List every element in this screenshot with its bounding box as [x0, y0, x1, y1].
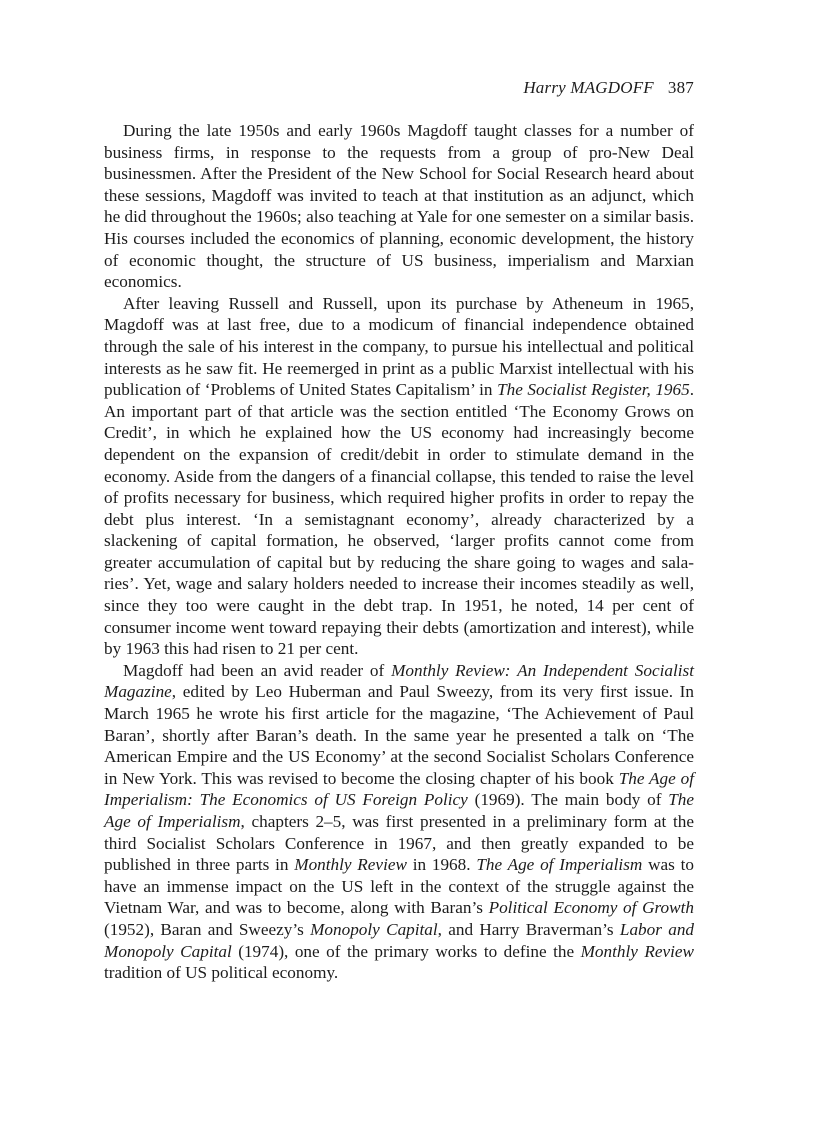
paragraph-teaching [104, 120, 694, 293]
text-run: . An important part of that article was the section entitled ‘The Economy Grows on Credit’, in which he explained how the US economy had increasingly become dependent on the expansion of credit/​debit in order to stimulate demand in the economy. Aside from the dangers of a financial collapse, this tended to raise the level of profits necessary for business, which required higher profits in order to repay the debt plus interest. ‘In a semistagnant economy’, already characterized by a slackening of capital formation, he observed, ‘larger profits cannot come from greater accumulation of capital but by reducing the share going to wages and salaries’. Yet, wage and salary holders needed to increase their incomes steadily as well, since they too were caught in the debt trap. In 1951, he noted, 14 per cent of consumer income went toward repaying their debts (amortization and interest), while by 1963 this had risen to 21 per cent. [104, 380, 694, 659]
text-run: , edited by Leo Huberman and Paul Sweezy, from its very first issue. In March 1965 he wrote his first article for the magazine, ‘The Achievement of Paul Baran’, shortly after Baran’s death. In the same year he presented a talk on ‘The American Empire and the US Economy’ at the second Socialist Scholars Conference in New York. This was revised to become the closing chapter of his book [104, 682, 694, 788]
text-run: (1952), Baran and Sweezy’s [104, 919, 311, 939]
paragraph-credit-economy [104, 293, 694, 660]
italic-title-run: The Age of Imperialism: The Economics of US Foreign Policy [104, 768, 694, 810]
text-run: Magdoff had been an avid reader of [123, 660, 392, 680]
text-run: , chapters 2–5, was first presented in a preliminary form at the third Socialist Scholars Conference in 1967, and then greatly expanded to be published in three parts in [104, 812, 694, 875]
italic-title-run: Monthly Review [580, 941, 694, 961]
paragraph-monthly-review [104, 660, 694, 984]
text-run: in 1968. [406, 855, 477, 875]
text-run: (1974), one of the primary works to define the [231, 941, 581, 961]
text-run: During the late 1950s and early 1960s Magdoff taught classes for a number of business firms, in response to the requests from a group of pro-New Deal businessmen. After the President of the New School for Social Research heard about these sessions, Magdoff was invited to teach at that institution as an adjunct, which he did throughout the 1960s; also teaching at Yale for one semester on a similar basis. His courses included the economics of planning, economic development, the history of economic thought, the structure of US business, imperialism and Marxian economics. [104, 121, 694, 292]
text-run: After leaving Russell and Russell, upon its purchase by Atheneum in 1965, Magdoff was at last free, due to a modicum of financial independence obtained through the sale of his interest in the company, to pursue his intellectual and political interests as he saw fit. He reemerged in print as a public Marxist intellectual with his publication of ‘Problems of United States Capitalism’ in [104, 293, 694, 400]
italic-title-run: Monthly Review: An Independent Socialist Magazine [104, 660, 694, 702]
text-run: (1969). The main body of [467, 790, 669, 810]
italic-title-run: Labor and Monopoly Capital [104, 919, 695, 961]
italic-title-run: The Socialist Register, 1965 [497, 380, 690, 400]
italic-title-run: The Age of Imperialism [104, 790, 694, 831]
italic-title-run: The Age of Imperialism [476, 855, 643, 875]
italic-title-run: Political Economy of Growth [488, 898, 694, 918]
text-run: tradition of US political economy. [104, 963, 339, 983]
page-number: 387 [667, 78, 694, 97]
running-head-author: Harry MAGDOFF [523, 78, 654, 97]
italic-title-run: Monopoly Capital [310, 919, 438, 939]
text-run: was to have an immense impact on the US left in the context of the struggle against the Vietnam War, and was to become, along with Baran’s [104, 855, 694, 918]
text-run: , and Harry Braverman’s [437, 919, 620, 939]
running-head [523, 78, 694, 98]
italic-title-run: Monthly Review [294, 855, 407, 875]
body-text [104, 120, 694, 984]
